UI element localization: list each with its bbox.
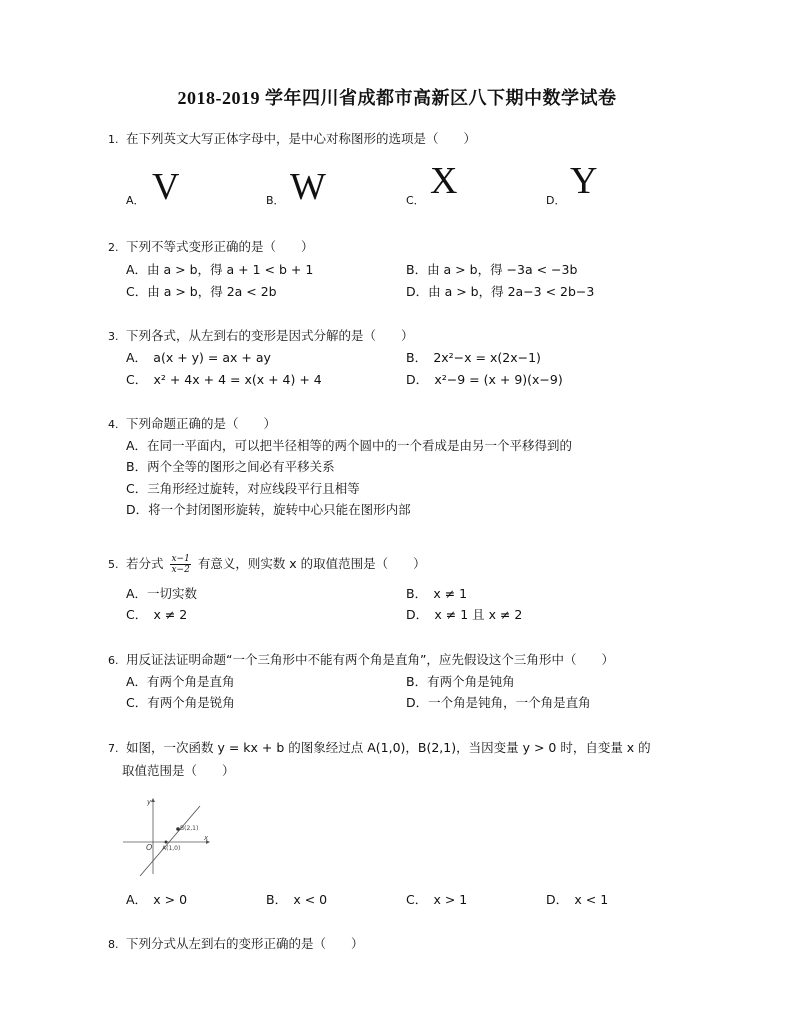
- option-d: D． x < 1: [546, 892, 609, 907]
- function-line: [140, 806, 200, 876]
- question-stem-after: 有意义，则实数 x 的取值范围是（ ）: [197, 556, 426, 571]
- option-d: D． x²−9 = (x + 9)(x−9): [406, 372, 563, 387]
- question-stem-continued: 取值范围是（ ）: [122, 763, 235, 778]
- option-b: B．由 a > b，得 −3a < −3b: [406, 262, 578, 277]
- option-b: B． x ≠ 1: [406, 586, 468, 601]
- question-8: [108, 935, 364, 954]
- option-c: C． x > 1: [406, 892, 468, 907]
- option-a: A．在同一平面内，可以把半径相等的两个圆中的一个看成是由另一个平移得到的: [126, 438, 573, 453]
- question-number: 2.: [108, 241, 119, 254]
- option-letter: V: [152, 166, 180, 208]
- option-d: D．一个角是钝角，一个角是直角: [406, 695, 591, 710]
- option-c: C．三角形经过旋转，对应线段平行且相等: [126, 481, 360, 496]
- question-stem: 用反证法证明命题“一个三角形中不能有两个角是直角”，应先假设这个三角形中（ ）: [125, 652, 614, 667]
- question-number: 3.: [108, 330, 119, 343]
- option-b: B．两个全等的图形之间必有平移关系: [126, 459, 335, 474]
- fraction-denominator: x−2: [171, 565, 190, 575]
- question-number: 1.: [108, 133, 119, 146]
- point-a-label: A(1,0): [162, 845, 181, 852]
- question-number: 8.: [108, 938, 119, 951]
- y-axis-arrow: [151, 798, 155, 802]
- question-7: [108, 739, 651, 758]
- origin-label: O: [146, 843, 153, 852]
- question-stem: 如图，一次函数 y = kx + b 的图象经过点 A(1,0)，B(2,1)，当因变量 y > 0 时，自变量 x 的: [125, 740, 651, 755]
- option-label: C．: [406, 194, 425, 207]
- option-a: A．有两个角是直角: [126, 674, 235, 689]
- question-3: [108, 327, 414, 346]
- linear-function-graph: [120, 796, 210, 878]
- point-b-label: B(2,1): [180, 825, 199, 832]
- question-number: 6.: [108, 654, 119, 667]
- question-stem: 下列各式，从左到右的变形是因式分解的是（ ）: [125, 328, 414, 343]
- option-b: B． x < 0: [266, 892, 328, 907]
- question-4: [108, 415, 276, 434]
- question-6: [108, 651, 614, 670]
- fraction: [170, 554, 190, 575]
- option-letter: Y: [570, 160, 598, 202]
- question-number: 5.: [108, 558, 119, 571]
- option-c: C． x ≠ 2: [126, 607, 188, 622]
- option-letter: X: [430, 160, 458, 202]
- y-axis-label: y: [147, 798, 152, 806]
- option-a: A．一切实数: [126, 586, 198, 601]
- option-b: B． 2x²−x = x(2x−1): [406, 350, 541, 365]
- page-title: 2018-2019 学年四川省成都市高新区八下期中数学试卷: [177, 88, 617, 108]
- question-stem: 下列命题正确的是（ ）: [125, 416, 276, 431]
- option-c: C．有两个角是锐角: [126, 695, 235, 710]
- question-stem: 在下列英文大写正体字母中，是中心对称图形的选项是（ ）: [125, 131, 476, 146]
- option-b: B．有两个角是钝角: [406, 674, 515, 689]
- fraction-numerator: x−1: [171, 554, 190, 564]
- question-number: 4.: [108, 418, 119, 431]
- option-letter: W: [290, 166, 326, 208]
- question-1: [108, 130, 476, 149]
- option-label: B．: [266, 194, 285, 207]
- question-stem: 下列不等式变形正确的是（ ）: [125, 239, 314, 254]
- point-a: [165, 841, 168, 844]
- question-number: 7.: [108, 742, 119, 755]
- option-label: A．: [126, 194, 145, 207]
- option-a: A． x > 0: [126, 892, 188, 907]
- x-axis-label: x: [204, 834, 209, 842]
- question-2: [108, 238, 314, 257]
- option-a: A． a(x + y) = ax + ay: [126, 350, 271, 365]
- option-d: D．将一个封闭图形旋转，旋转中心只能在图形内部: [126, 502, 411, 517]
- option-c: C． x² + 4x + 4 = x(x + 4) + 4: [126, 372, 322, 387]
- option-label: D．: [546, 194, 566, 207]
- question-5: [108, 553, 426, 576]
- question-stem: 下列分式从左到右的变形正确的是（ ）: [125, 936, 364, 951]
- question-stem-before: 若分式: [125, 556, 164, 571]
- option-a: A．由 a > b，得 a + 1 < b + 1: [126, 262, 314, 277]
- option-c: C．由 a > b，得 2a < 2b: [126, 284, 277, 299]
- option-d: D． x ≠ 1 且 x ≠ 2: [406, 607, 523, 622]
- option-d: D．由 a > b，得 2a−3 < 2b−3: [406, 284, 595, 299]
